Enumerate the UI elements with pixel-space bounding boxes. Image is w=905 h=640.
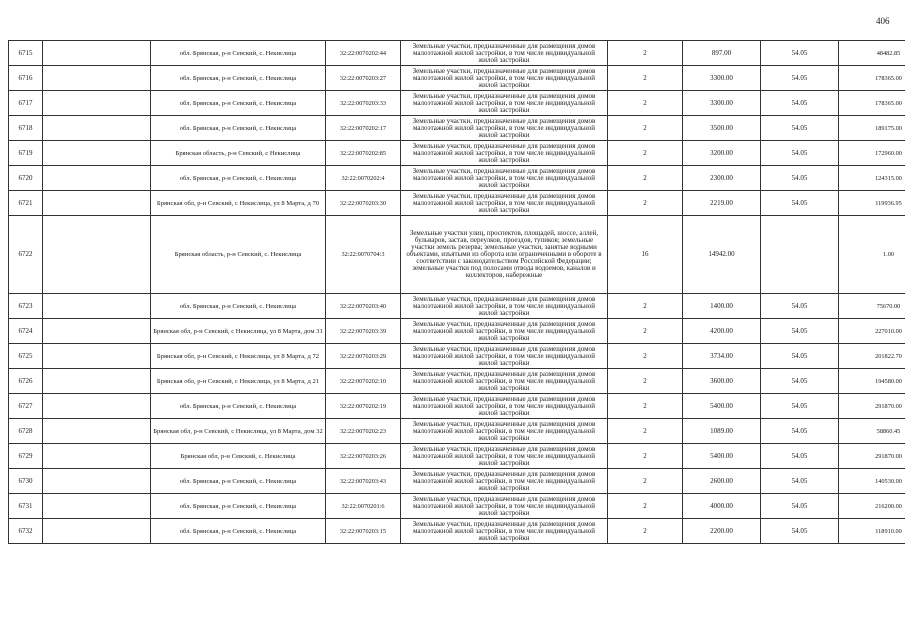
cadastral-value-cell: 189175.00 bbox=[839, 116, 905, 141]
cadastral-value-cell: 178365.00 bbox=[839, 66, 905, 91]
cadastral-number-cell: 32:22:0070201:6 bbox=[326, 494, 401, 519]
empty-cell bbox=[43, 319, 151, 344]
table-row bbox=[9, 319, 905, 344]
row-number-cell: 6721 bbox=[9, 191, 43, 216]
address-cell: обл. Брянская, р-н Севский, с. Некислица bbox=[151, 294, 326, 319]
address-cell: обл. Брянская, р-н Севский, с. Некислица bbox=[151, 469, 326, 494]
land-use-cell: Земельные участки, предназначенные для размещения домов малоэтажной жилой застройки, в том числе индивидуальной жилой застройки bbox=[401, 419, 608, 444]
row-number-cell: 6731 bbox=[9, 494, 43, 519]
area-cell: 1400.00 bbox=[683, 294, 761, 319]
address-cell: обл. Брянская, р-н Севский, с. Некислица bbox=[151, 91, 326, 116]
empty-cell bbox=[43, 91, 151, 116]
area-cell: 4200.00 bbox=[683, 319, 761, 344]
area-cell: 2600.00 bbox=[683, 469, 761, 494]
address-cell: Брянская обл, р-н Севский, с Некислица, ул 8 Марта, д 70 bbox=[151, 191, 326, 216]
row-number-cell: 6727 bbox=[9, 394, 43, 419]
cadastral-value-cell: 119936.95 bbox=[839, 191, 905, 216]
cadastral-value-cell: 48482.85 bbox=[839, 41, 905, 66]
cadastral-number-cell: 32:22:0070202:44 bbox=[326, 41, 401, 66]
row-number-cell: 6717 bbox=[9, 91, 43, 116]
area-cell: 14942.00 bbox=[683, 216, 761, 294]
group-code-cell: 2 bbox=[608, 469, 683, 494]
land-use-cell: Земельные участки, предназначенные для размещения домов малоэтажной жилой застройки, в том числе индивидуальной жилой застройки bbox=[401, 394, 608, 419]
area-cell: 897.00 bbox=[683, 41, 761, 66]
table-row bbox=[9, 444, 905, 469]
table-row bbox=[9, 469, 905, 494]
empty-cell bbox=[43, 419, 151, 444]
specific-value-cell: 54.05 bbox=[761, 191, 839, 216]
area-cell: 3600.00 bbox=[683, 369, 761, 394]
table-row bbox=[9, 116, 905, 141]
area-cell: 1089.00 bbox=[683, 419, 761, 444]
cadastral-number-cell: 32:22:0070203:26 bbox=[326, 444, 401, 469]
cadastral-value-cell: 75670.00 bbox=[839, 294, 905, 319]
land-use-cell: Земельные участки, предназначенные для размещения домов малоэтажной жилой застройки, в том числе индивидуальной жилой застройки bbox=[401, 116, 608, 141]
empty-cell bbox=[43, 141, 151, 166]
cadastral-number-cell: 32:22:0070202:17 bbox=[326, 116, 401, 141]
group-code-cell: 2 bbox=[608, 66, 683, 91]
table-row bbox=[9, 216, 905, 294]
cadastral-value-cell: 140530.00 bbox=[839, 469, 905, 494]
area-cell: 4000.00 bbox=[683, 494, 761, 519]
land-use-cell: Земельные участки, предназначенные для размещения домов малоэтажной жилой застройки, в том числе индивидуальной жилой застройки bbox=[401, 191, 608, 216]
address-cell: Брянская область, р-н Севский, с Некислица bbox=[151, 141, 326, 166]
address-cell: Брянская обл, р-н Севский, с Некислица, ул 8 Марта, д 21 bbox=[151, 369, 326, 394]
table-row bbox=[9, 294, 905, 319]
address-cell: Брянская обл, р-н Севский, с. Некислица bbox=[151, 444, 326, 469]
empty-cell bbox=[43, 294, 151, 319]
address-cell: обл. Брянская, р-н Севский, с. Некислица bbox=[151, 41, 326, 66]
group-code-cell: 2 bbox=[608, 319, 683, 344]
specific-value-cell: 54.05 bbox=[761, 494, 839, 519]
cadastral-number-cell: 32:22:0070203:40 bbox=[326, 294, 401, 319]
cadastral-value-cell: 227010.00 bbox=[839, 319, 905, 344]
table-row bbox=[9, 344, 905, 369]
cadastral-value-cell: 291870.00 bbox=[839, 394, 905, 419]
address-cell: Брянская область, р-н Севский, с. Некислица bbox=[151, 216, 326, 294]
land-use-cell: Земельные участки, предназначенные для размещения домов малоэтажной жилой застройки, в том числе индивидуальной жилой застройки bbox=[401, 369, 608, 394]
row-number-cell: 6719 bbox=[9, 141, 43, 166]
area-cell: 3734.00 bbox=[683, 344, 761, 369]
group-code-cell: 2 bbox=[608, 116, 683, 141]
empty-cell bbox=[43, 344, 151, 369]
area-cell: 5400.00 bbox=[683, 394, 761, 419]
table-row bbox=[9, 141, 905, 166]
table-row bbox=[9, 41, 905, 66]
row-number-cell: 6715 bbox=[9, 41, 43, 66]
empty-cell bbox=[43, 116, 151, 141]
empty-cell bbox=[43, 216, 151, 294]
cadastral-value-cell: 172960.00 bbox=[839, 141, 905, 166]
table-body bbox=[9, 41, 905, 544]
empty-cell bbox=[43, 191, 151, 216]
group-code-cell: 2 bbox=[608, 369, 683, 394]
row-number-cell: 6724 bbox=[9, 319, 43, 344]
row-number-cell: 6722 bbox=[9, 216, 43, 294]
cadastral-value-cell: 194580.00 bbox=[839, 369, 905, 394]
area-cell: 5400.00 bbox=[683, 444, 761, 469]
group-code-cell: 16 bbox=[608, 216, 683, 294]
row-number-cell: 6718 bbox=[9, 116, 43, 141]
table-row bbox=[9, 91, 905, 116]
area-cell: 3300.00 bbox=[683, 66, 761, 91]
group-code-cell: 2 bbox=[608, 344, 683, 369]
specific-value-cell: 54.05 bbox=[761, 444, 839, 469]
land-use-cell: Земельные участки улиц, проспектов, площадей, шоссе, аллей, бульваров, застав, переулков, проездов, тупиков; земельные участки земель резерва; земельные участки, занятые водными объектами, изъятыми из оборота или ограниченными в обороте в соответствии с законодательством Российской Федерации; земельные участки под полосами отвода водоемов, каналов и коллекторов, набережные bbox=[401, 216, 608, 294]
cadastral-number-cell: 32:22:0070203:33 bbox=[326, 91, 401, 116]
address-cell: Брянская обл, р-н Севский, с Некислица, ул 8 Марта, дом 32 bbox=[151, 419, 326, 444]
specific-value-cell: 54.05 bbox=[761, 394, 839, 419]
table-row bbox=[9, 66, 905, 91]
specific-value-cell: 54.05 bbox=[761, 91, 839, 116]
address-cell: обл. Брянская, р-н Севский, с. Некислица bbox=[151, 66, 326, 91]
row-number-cell: 6720 bbox=[9, 166, 43, 191]
land-use-cell: Земельные участки, предназначенные для размещения домов малоэтажной жилой застройки, в том числе индивидуальной жилой застройки bbox=[401, 41, 608, 66]
group-code-cell: 2 bbox=[608, 191, 683, 216]
group-code-cell: 2 bbox=[608, 519, 683, 544]
land-use-cell: Земельные участки, предназначенные для размещения домов малоэтажной жилой застройки, в том числе индивидуальной жилой застройки bbox=[401, 344, 608, 369]
row-number-cell: 6728 bbox=[9, 419, 43, 444]
area-cell: 3500.00 bbox=[683, 116, 761, 141]
table-row bbox=[9, 394, 905, 419]
address-cell: обл. Брянская, р-н Севский, с. Некислица bbox=[151, 116, 326, 141]
empty-cell bbox=[43, 66, 151, 91]
cadastral-value-cell: 124315.00 bbox=[839, 166, 905, 191]
row-number-cell: 6726 bbox=[9, 369, 43, 394]
address-cell: обл. Брянская, р-н Севский, с. Некислица bbox=[151, 394, 326, 419]
address-cell: Брянская обл, р-н Севский, с Некислица, ул 8 Марта, дом 31 bbox=[151, 319, 326, 344]
group-code-cell: 2 bbox=[608, 419, 683, 444]
cadastral-number-cell: 32:22:0070203:29 bbox=[326, 344, 401, 369]
specific-value-cell: 54.05 bbox=[761, 294, 839, 319]
empty-cell bbox=[43, 166, 151, 191]
cadastral-value-cell: 201822.70 bbox=[839, 344, 905, 369]
row-number-cell: 6730 bbox=[9, 469, 43, 494]
address-cell: Брянская обл, р-н Севский, с Некислица, ул 8 Марта, д 72 bbox=[151, 344, 326, 369]
row-number-cell: 6729 bbox=[9, 444, 43, 469]
group-code-cell: 2 bbox=[608, 41, 683, 66]
cadastral-number-cell: 32:22:0070202:4 bbox=[326, 166, 401, 191]
row-number-cell: 6723 bbox=[9, 294, 43, 319]
land-use-cell: Земельные участки, предназначенные для размещения домов малоэтажной жилой застройки, в том числе индивидуальной жилой застройки bbox=[401, 519, 608, 544]
table-row bbox=[9, 519, 905, 544]
cadastral-value-cell: 1.00 bbox=[839, 216, 905, 294]
row-number-cell: 6732 bbox=[9, 519, 43, 544]
specific-value-cell: 54.05 bbox=[761, 319, 839, 344]
table-row bbox=[9, 166, 905, 191]
group-code-cell: 2 bbox=[608, 494, 683, 519]
land-use-cell: Земельные участки, предназначенные для размещения домов малоэтажной жилой застройки, в том числе индивидуальной жилой застройки bbox=[401, 469, 608, 494]
cadastral-value-cell: 178365.00 bbox=[839, 91, 905, 116]
row-number-cell: 6716 bbox=[9, 66, 43, 91]
cadastral-value-cell: 291870.00 bbox=[839, 444, 905, 469]
empty-cell bbox=[43, 519, 151, 544]
specific-value-cell: 54.05 bbox=[761, 66, 839, 91]
group-code-cell: 2 bbox=[608, 444, 683, 469]
cadastral-value-cell: 216200.00 bbox=[839, 494, 905, 519]
cadastral-number-cell: 32:22:0070202:85 bbox=[326, 141, 401, 166]
area-cell: 2200.00 bbox=[683, 519, 761, 544]
area-cell: 2300.00 bbox=[683, 166, 761, 191]
cadastral-number-cell: 32:22:0070203:39 bbox=[326, 319, 401, 344]
empty-cell bbox=[43, 494, 151, 519]
group-code-cell: 2 bbox=[608, 166, 683, 191]
land-use-cell: Земельные участки, предназначенные для размещения домов малоэтажной жилой застройки, в том числе индивидуальной жилой застройки bbox=[401, 141, 608, 166]
cadastral-number-cell: 32:22:0070704:3 bbox=[326, 216, 401, 294]
address-cell: обл. Брянская, р-н Севский, с. Некислица bbox=[151, 166, 326, 191]
specific-value-cell: 54.05 bbox=[761, 166, 839, 191]
group-code-cell: 2 bbox=[608, 141, 683, 166]
table-row bbox=[9, 191, 905, 216]
table-row bbox=[9, 369, 905, 394]
cadastral-number-cell: 32:22:0070203:43 bbox=[326, 469, 401, 494]
specific-value-cell: 54.05 bbox=[761, 519, 839, 544]
land-use-cell: Земельные участки, предназначенные для размещения домов малоэтажной жилой застройки, в том числе индивидуальной жилой застройки bbox=[401, 494, 608, 519]
cadastral-number-cell: 32:22:0070203:15 bbox=[326, 519, 401, 544]
specific-value-cell: 54.05 bbox=[761, 419, 839, 444]
land-use-cell: Земельные участки, предназначенные для размещения домов малоэтажной жилой застройки, в том числе индивидуальной жилой застройки bbox=[401, 166, 608, 191]
specific-value-cell: 54.05 bbox=[761, 141, 839, 166]
land-use-cell: Земельные участки, предназначенные для размещения домов малоэтажной жилой застройки, в том числе индивидуальной жилой застройки bbox=[401, 319, 608, 344]
empty-cell bbox=[43, 444, 151, 469]
land-use-cell: Земельные участки, предназначенные для размещения домов малоэтажной жилой застройки, в том числе индивидуальной жилой застройки bbox=[401, 444, 608, 469]
cadastral-value-cell: 118910.00 bbox=[839, 519, 905, 544]
specific-value-cell: 54.05 bbox=[761, 469, 839, 494]
empty-cell bbox=[43, 394, 151, 419]
table-row bbox=[9, 494, 905, 519]
empty-cell bbox=[43, 369, 151, 394]
area-cell: 3200.00 bbox=[683, 141, 761, 166]
specific-value-cell: 54.05 bbox=[761, 344, 839, 369]
row-number-cell: 6725 bbox=[9, 344, 43, 369]
address-cell: обл. Брянская, р-н Севский, с. Некислица bbox=[151, 494, 326, 519]
group-code-cell: 2 bbox=[608, 294, 683, 319]
empty-cell bbox=[43, 469, 151, 494]
land-use-cell: Земельные участки, предназначенные для размещения домов малоэтажной жилой застройки, в том числе индивидуальной жилой застройки bbox=[401, 66, 608, 91]
area-cell: 3300.00 bbox=[683, 91, 761, 116]
cadastral-value-cell: 58860.45 bbox=[839, 419, 905, 444]
specific-value-cell: 54.05 bbox=[761, 116, 839, 141]
page-number: 406 bbox=[876, 16, 890, 26]
group-code-cell: 2 bbox=[608, 394, 683, 419]
cadastral-number-cell: 32:22:0070203:27 bbox=[326, 66, 401, 91]
address-cell: обл. Брянская, р-н Севский, с. Некислица bbox=[151, 519, 326, 544]
cadastral-number-cell: 32:22:0070202:19 bbox=[326, 394, 401, 419]
table-row bbox=[9, 419, 905, 444]
area-cell: 2219.00 bbox=[683, 191, 761, 216]
specific-value-cell: 54.05 bbox=[761, 369, 839, 394]
cadastral-number-cell: 32:22:0070202:23 bbox=[326, 419, 401, 444]
group-code-cell: 2 bbox=[608, 91, 683, 116]
empty-cell bbox=[43, 41, 151, 66]
land-use-cell: Земельные участки, предназначенные для размещения домов малоэтажной жилой застройки, в том числе индивидуальной жилой застройки bbox=[401, 91, 608, 116]
specific-value-cell: 54.05 bbox=[761, 41, 839, 66]
cadastral-number-cell: 32:22:0070203:30 bbox=[326, 191, 401, 216]
land-use-cell: Земельные участки, предназначенные для размещения домов малоэтажной жилой застройки, в том числе индивидуальной жилой застройки bbox=[401, 294, 608, 319]
specific-value-cell bbox=[761, 216, 839, 294]
land-register-table bbox=[8, 40, 905, 544]
cadastral-number-cell: 32:22:0070202:10 bbox=[326, 369, 401, 394]
